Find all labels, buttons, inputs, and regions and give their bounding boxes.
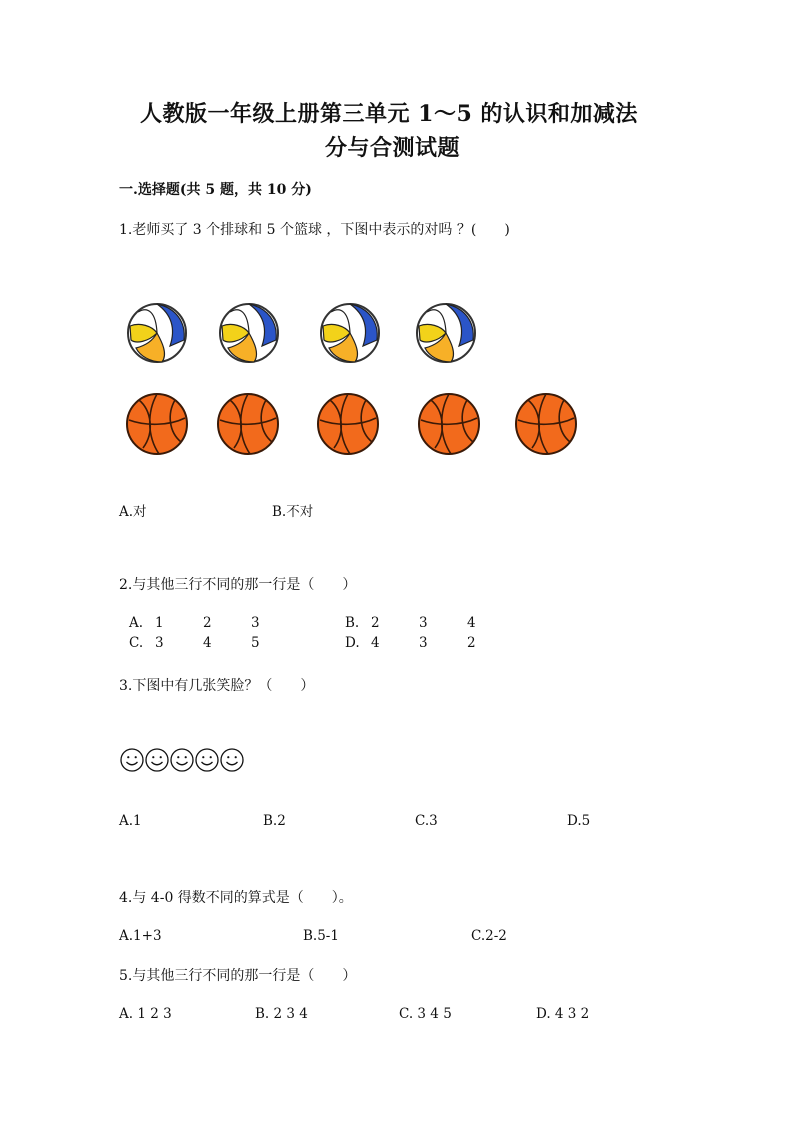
question-1-option-a[interactable]: A.对 bbox=[119, 504, 147, 520]
option-value: 5 bbox=[251, 635, 260, 651]
smiley-row bbox=[120, 748, 245, 776]
option-value: 4 bbox=[203, 635, 212, 651]
section-heading: 一.选择题(共 5 题，共 10 分) bbox=[119, 182, 312, 198]
option-value: 4 bbox=[371, 635, 380, 651]
question-2-option-b[interactable] bbox=[345, 615, 476, 631]
question-4-text: 4.与 4-0 得数不同的算式是（ ）。 bbox=[119, 890, 353, 906]
question-5-option-d[interactable]: D. 4 3 2 bbox=[536, 1006, 590, 1022]
option-label: B. bbox=[345, 615, 360, 631]
option-value: 3 bbox=[251, 615, 260, 631]
option-label: A. bbox=[129, 615, 144, 631]
question-3-text: 3.下图中有几张笑脸？（ ） bbox=[119, 678, 315, 694]
question-3-option-b[interactable]: B.2 bbox=[263, 813, 286, 829]
question-4-option-b[interactable]: B.5-1 bbox=[303, 928, 339, 944]
question-3-option-c[interactable]: C.3 bbox=[415, 813, 438, 829]
question-3-option-d[interactable]: D.5 bbox=[567, 813, 591, 829]
question-1-text: 1.老师买了 3 个排球和 5 个篮球 ，下图中表示的对吗 ？( ) bbox=[119, 222, 510, 238]
question-2-option-d[interactable] bbox=[345, 635, 476, 651]
option-value: 2 bbox=[371, 615, 380, 631]
question-2-text: 2.与其他三行不同的那一行是（ ） bbox=[119, 577, 357, 593]
volleyball-icon bbox=[218, 302, 280, 364]
question-5-option-b[interactable]: B. 2 3 4 bbox=[255, 1006, 308, 1022]
smiley-face-icon bbox=[195, 748, 219, 772]
question-1-option-b[interactable]: B.不对 bbox=[272, 504, 314, 520]
basketball-icon bbox=[125, 392, 189, 456]
basketball-icon bbox=[514, 392, 578, 456]
page-title-line1: 人教版一年级上册第三单元 1～5 的认识和加减法 bbox=[140, 101, 638, 127]
question-4-option-a[interactable]: A.1+3 bbox=[119, 928, 162, 944]
smiley-face-icon bbox=[220, 748, 244, 772]
question-5-option-a[interactable]: A. 1 2 3 bbox=[119, 1006, 172, 1022]
option-value: 4 bbox=[467, 615, 476, 631]
smiley-face-icon bbox=[145, 748, 169, 772]
basketball-icon bbox=[316, 392, 380, 456]
volleyball-icon bbox=[319, 302, 381, 364]
option-value: 3 bbox=[419, 635, 428, 651]
question-4-option-c[interactable]: C.2-2 bbox=[471, 928, 507, 944]
question-5-text: 5.与其他三行不同的那一行是（ ） bbox=[119, 968, 357, 984]
smiley-face-icon bbox=[120, 748, 144, 772]
question-5-option-c[interactable]: C. 3 4 5 bbox=[399, 1006, 452, 1022]
smiley-face-icon bbox=[170, 748, 194, 772]
basketball-icon bbox=[417, 392, 481, 456]
option-value: 3 bbox=[155, 635, 164, 651]
option-value: 1 bbox=[155, 615, 164, 631]
option-value: 2 bbox=[203, 615, 212, 631]
option-label: D. bbox=[345, 635, 360, 651]
question-2-option-c[interactable] bbox=[129, 635, 260, 651]
volleyball-icon bbox=[126, 302, 188, 364]
option-value: 3 bbox=[419, 615, 428, 631]
page-title-line2: 分与合测试题 bbox=[325, 135, 461, 161]
option-label: C. bbox=[129, 635, 144, 651]
volleyball-icon bbox=[415, 302, 477, 364]
question-2-option-a[interactable] bbox=[129, 615, 260, 631]
option-value: 2 bbox=[467, 635, 476, 651]
basketball-icon bbox=[216, 392, 280, 456]
question-3-option-a[interactable]: A.1 bbox=[119, 813, 142, 829]
